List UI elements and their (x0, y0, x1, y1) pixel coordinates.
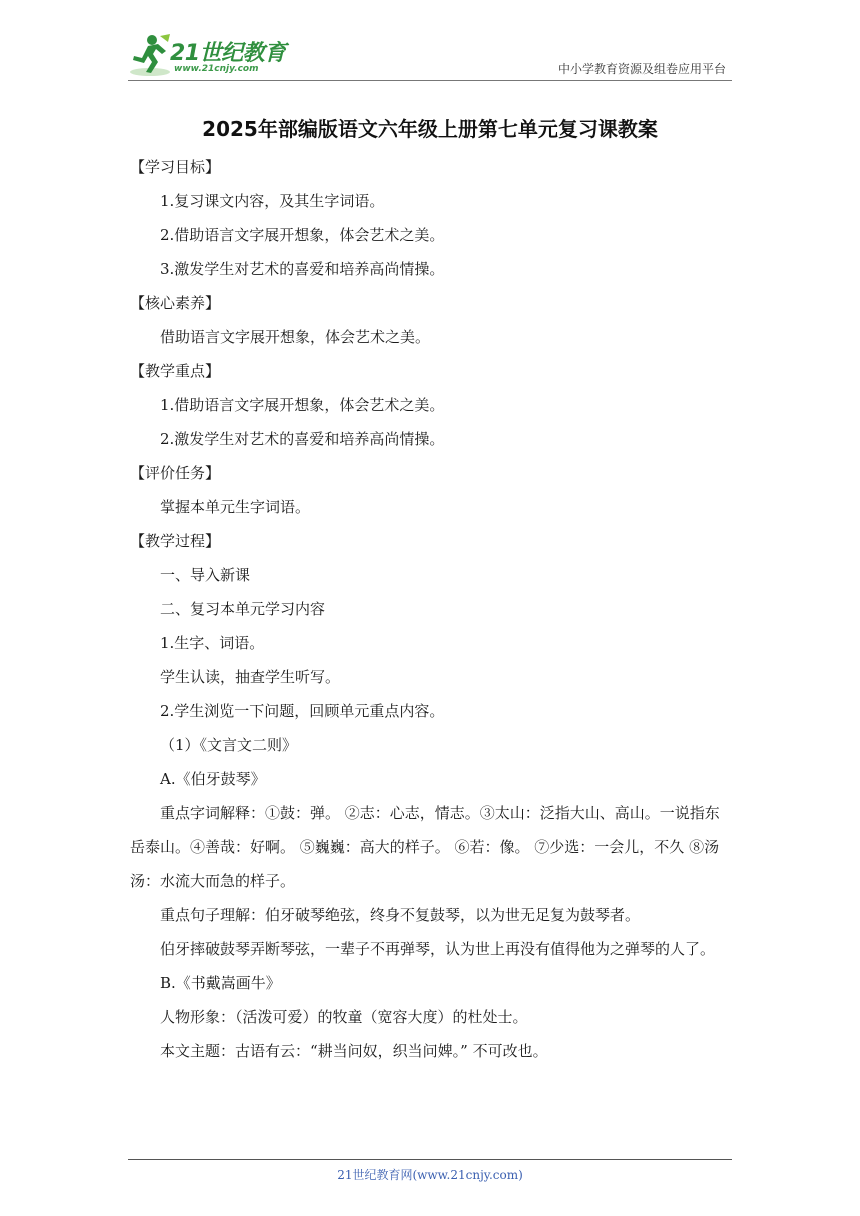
paragraph: 人物形象：（活泼可爱）的牧童（宽容大度）的杜处士。 (160, 1008, 528, 1026)
paragraph: A.《伯牙鼓琴》 (160, 770, 266, 788)
document-body (130, 150, 732, 1068)
paragraph: 重点句子理解：伯牙破琴绝弦，终身不复鼓琴，以为世无足复为鼓琴者。 (160, 906, 641, 924)
site-logo (128, 30, 298, 78)
logo-text: 21世纪教育 (170, 41, 286, 66)
paragraph: 1.生字、词语。 (160, 634, 265, 652)
paragraph: 一、导入新课 (160, 566, 251, 584)
section-heading: 【教学过程】 (130, 532, 221, 550)
section-heading: 【教学重点】 (130, 362, 221, 380)
paragraph: 本文主题：古语有云：“耕当问奴，织当问婢。” 不可改也。 (160, 1042, 548, 1060)
document-title: 2025年部编版语文六年级上册第七单元复习课教案 (202, 117, 658, 141)
page-footer[interactable]: 21世纪教育网(www.21cnjy.com) (337, 1168, 523, 1182)
platform-name: 中小学教育资源及组卷应用平台 (557, 62, 726, 76)
paragraph: 2.激发学生对艺术的喜爱和培养高尚情操。 (160, 430, 445, 448)
paragraph: 1.借助语言文字展开想象，体会艺术之美。 (160, 396, 445, 414)
paragraph: 二、复习本单元学习内容 (160, 600, 326, 618)
section-heading: 【核心素养】 (130, 294, 221, 312)
paragraph: 伯牙摔破鼓琴弄断琴弦，一辈子不再弹琴，认为世上再没有值得他为之弹琴的人了。 (160, 940, 716, 958)
paragraph: 学生认读，抽查学生听写。 (160, 668, 341, 686)
paragraph: 3.激发学生对艺术的喜爱和培养高尚情操。 (160, 260, 445, 278)
page-header (128, 30, 732, 80)
section-heading: 【学习目标】 (130, 158, 221, 176)
paragraph: 2.借助语言文字展开想象，体会艺术之美。 (160, 226, 445, 244)
runner-icon (128, 32, 172, 78)
paragraph: 1.复习课文内容，及其生字词语。 (160, 192, 385, 210)
paragraph: B.《书戴嵩画牛》 (160, 974, 281, 992)
header-divider (128, 80, 732, 81)
footer-divider (128, 1159, 732, 1160)
paragraph: 重点字词解释：①鼓：弹。 ②志：心志，情志。③太山：泛指大山、高山。一说指东岳泰山。④善哉：好啊。 ⑤巍巍：高大的样子。 ⑥若：像。 ⑦少选：一会儿，不久 ⑧汤汤：水流大而急的样子。 (130, 804, 720, 890)
paragraph: （1）《文言文二则》 (160, 736, 298, 754)
logo-url: www.21cnjy.com (174, 64, 259, 74)
paragraph: 2.学生浏览一下问题，回顾单元重点内容。 (160, 702, 445, 720)
section-heading: 【评价任务】 (130, 464, 221, 482)
paragraph: 掌握本单元生字词语。 (160, 498, 311, 516)
paragraph: 借助语言文字展开想象，体会艺术之美。 (160, 328, 431, 346)
